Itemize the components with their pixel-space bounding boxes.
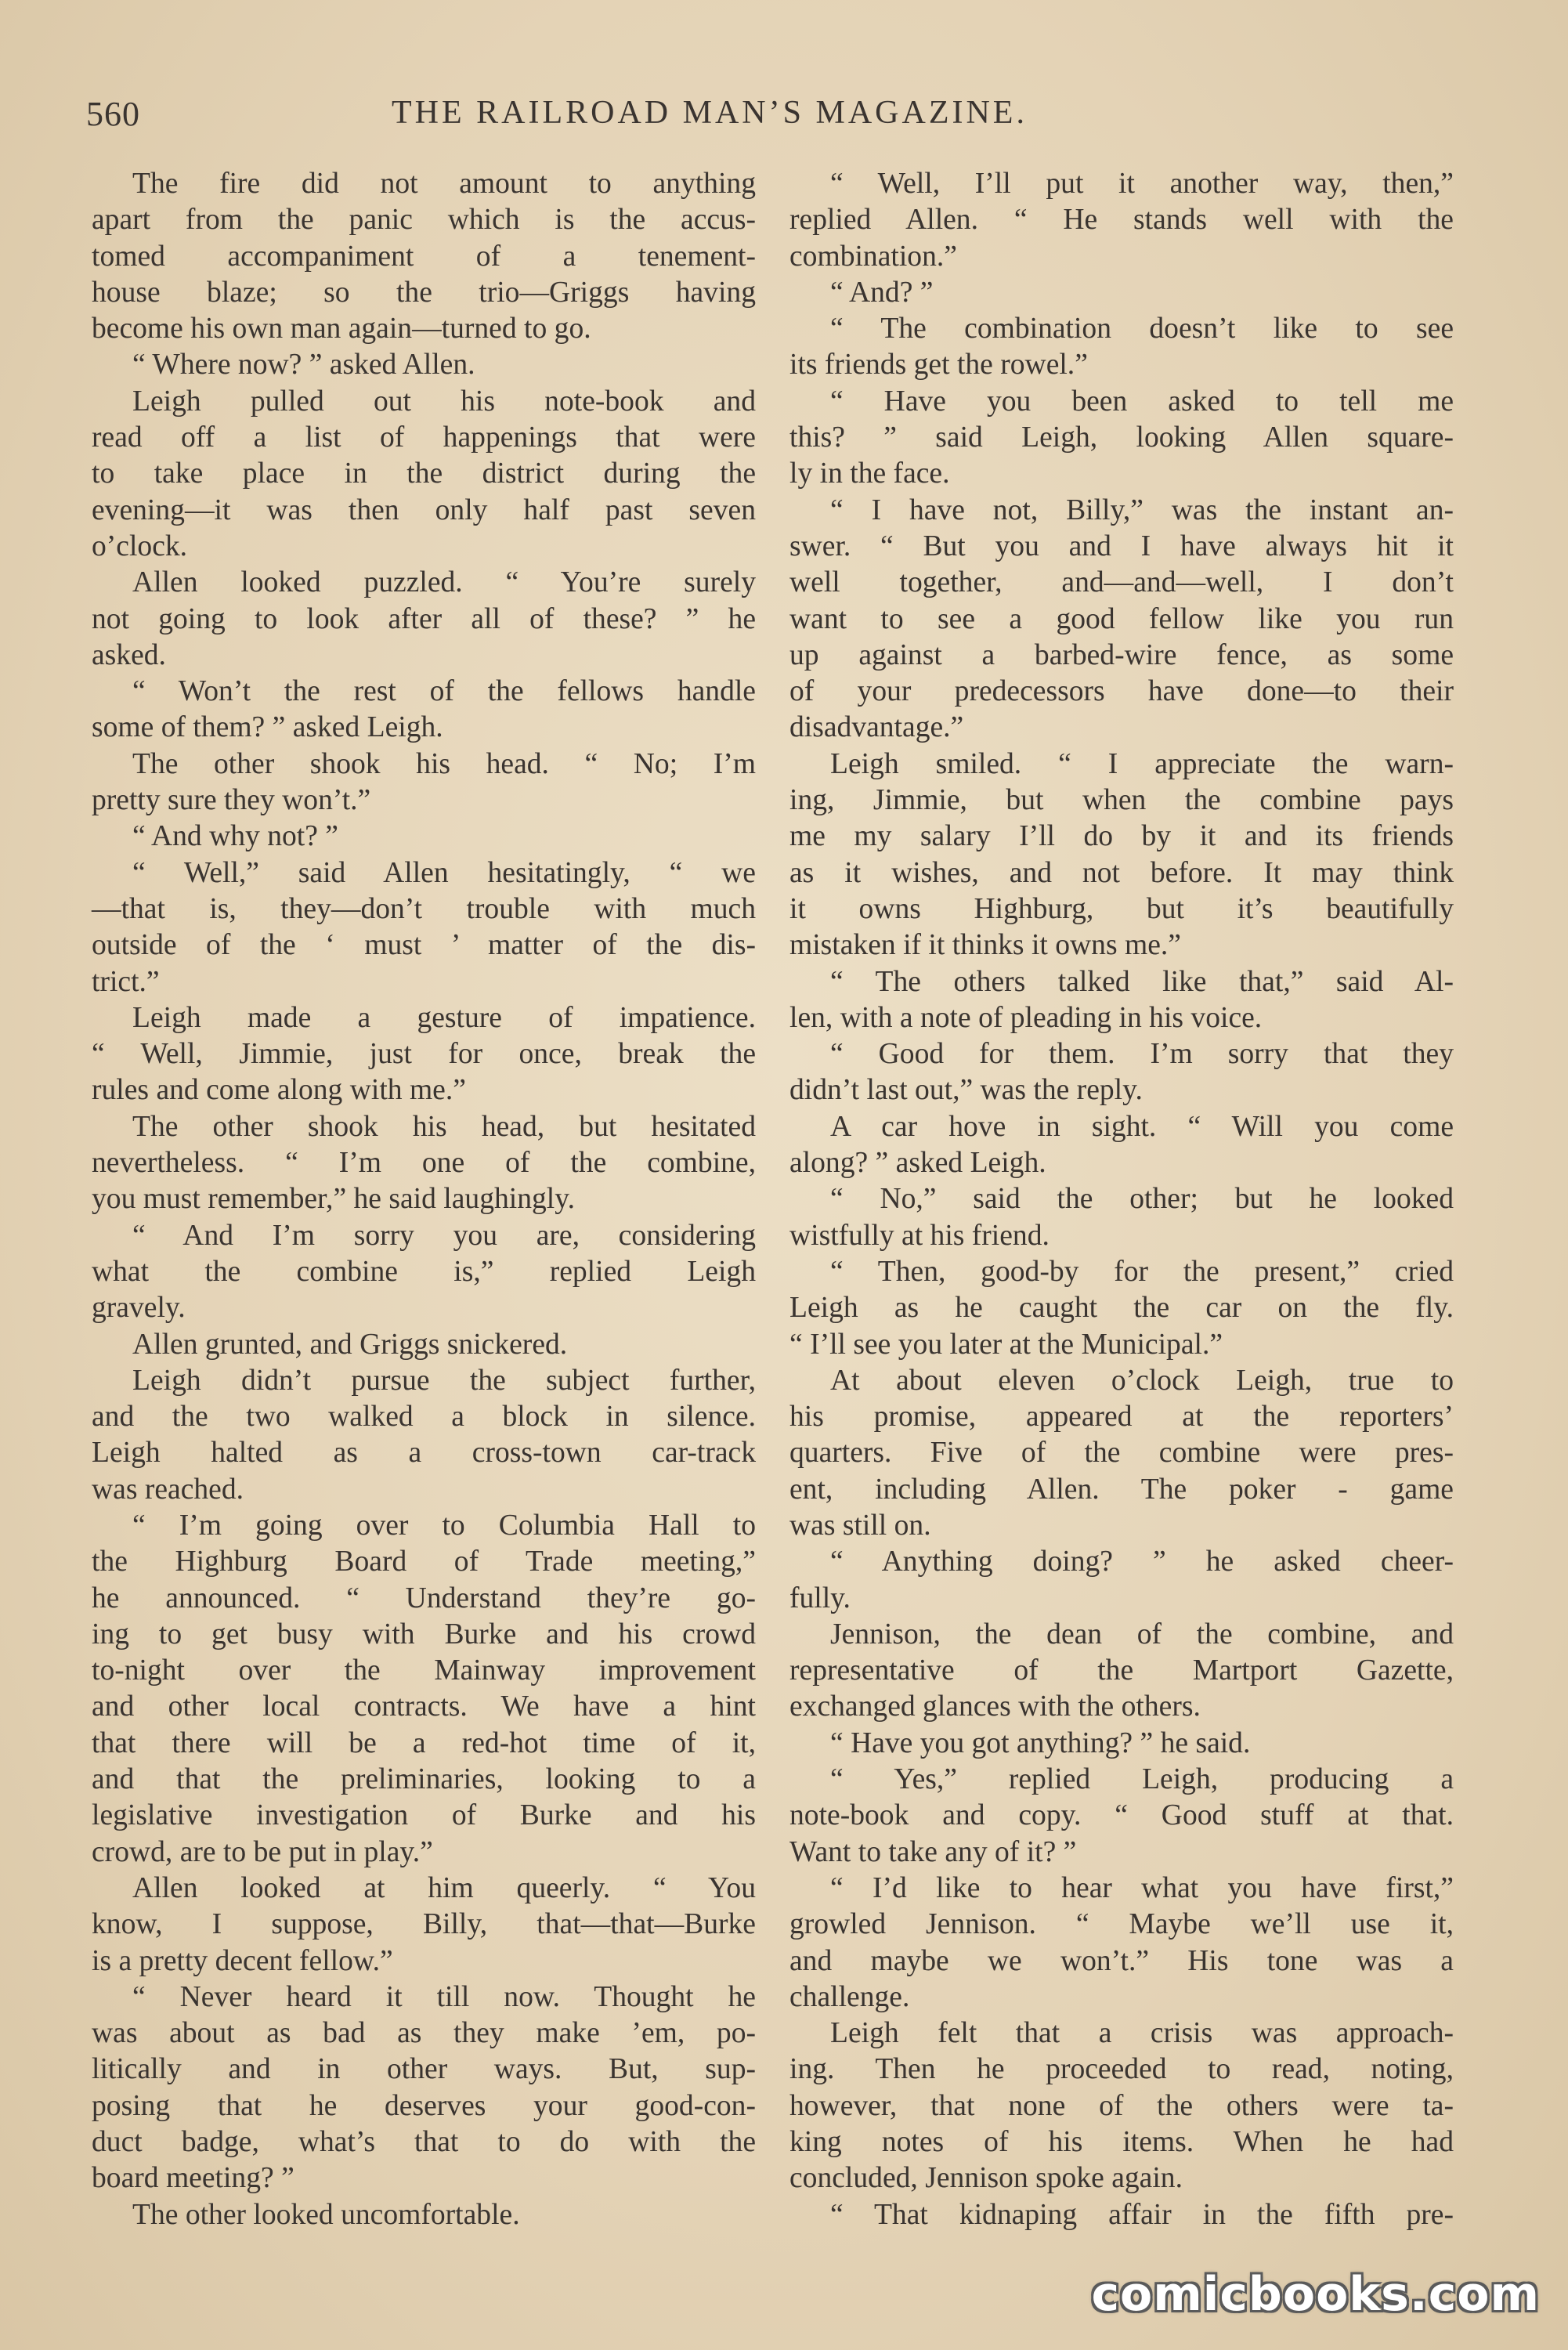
text-line: to take place in the district during the	[92, 457, 756, 490]
text-line: his promise, appeared at the reporters’	[789, 1401, 1454, 1434]
text-line: of your predecessors have done—to their	[789, 675, 1454, 708]
text-line: up against a barbed-wire fence, as some	[789, 638, 1454, 671]
text-line: its friends get the rowel.”	[789, 349, 1088, 381]
text-line: become his own man again—turned to go.	[92, 313, 591, 345]
text-line: “ Yes,” replied Leigh, producing a	[830, 1763, 1454, 1796]
text-line: it owns Highburg, but it’s beautifully	[789, 892, 1454, 925]
text-line: some of them? ” asked Leigh.	[92, 711, 443, 744]
text-line: “ I’ll see you later at the Municipal.”	[789, 1328, 1223, 1361]
text-line: to-night over the Mainway improvement	[92, 1654, 756, 1687]
text-line: and that the preliminaries, looking to a	[92, 1763, 756, 1796]
text-line: house blaze; so the trio—Griggs having	[92, 276, 756, 309]
text-line: The other looked uncomfortable.	[132, 2198, 520, 2231]
text-line: “ Have you got anything? ” he said.	[830, 1726, 1251, 1759]
text-line: nevertheless. “ I’m one of the combine,	[92, 1147, 756, 1180]
text-line: this? ” said Leigh, looking Allen square-	[789, 421, 1454, 454]
text-line: “ I’m going over to Columbia Hall to	[132, 1509, 756, 1542]
text-line: “ Well, Jimmie, just for once, break the	[92, 1038, 756, 1071]
text-line: “ That kidnaping affair in the fifth pre-	[830, 2198, 1454, 2231]
text-line: ent, including Allen. The poker - game	[789, 1473, 1454, 1506]
text-line: was about as bad as they make ’em, po-	[92, 2017, 756, 2050]
text-line: Allen looked puzzled. “ You’re surely	[132, 566, 756, 599]
text-line: well together, and—and—well, I don’t	[789, 566, 1454, 599]
text-line: and other local contracts. We have a hint	[92, 1690, 756, 1723]
text-line: as it wishes, and not before. It may think	[789, 856, 1454, 889]
text-line: read off a list of happenings that were	[92, 421, 756, 454]
text-line: duct badge, what’s that to do with the	[92, 2126, 756, 2159]
text-line: Allen looked at him queerly. “ You	[132, 1871, 756, 1904]
text-line: know, I suppose, Billy, that—that—Burke	[92, 1908, 756, 1941]
text-line: what the combine is,” replied Leigh	[92, 1255, 756, 1288]
text-line: —that is, they—don’t trouble with much	[92, 892, 756, 925]
text-line: not going to look after all of these? ” he	[92, 602, 756, 635]
text-line: the Highburg Board of Trade meeting,”	[92, 1546, 756, 1578]
text-line: “ Anything doing? ” he asked cheer-	[830, 1546, 1454, 1578]
text-line: tomed accompaniment of a tenement-	[92, 240, 756, 273]
text-line: combination.”	[789, 240, 957, 273]
text-line: The other shook his head. “ No; I’m	[132, 747, 756, 780]
text-line: is a pretty decent fellow.”	[92, 1944, 393, 1977]
text-line: o’clock.	[92, 530, 188, 562]
text-line: replied Allen. “ He stands well with the	[789, 204, 1454, 237]
text-line: A car hove in sight. “ Will you come	[830, 1110, 1454, 1143]
text-line: “ I have not, Billy,” was the instant an-	[830, 494, 1454, 526]
text-line: exchanged glances with the others.	[789, 1690, 1201, 1723]
text-line: ing. Then he proceeded to read, noting,	[789, 2053, 1454, 2086]
text-line: “ I’d like to hear what you have first,”	[830, 1871, 1454, 1904]
text-line: outside of the ‘ must ’ matter of the dis-	[92, 929, 756, 962]
text-line: “ And I’m sorry you are, considering	[132, 1219, 756, 1252]
text-line: “ Never heard it till now. Thought he	[132, 1980, 756, 2013]
left-column	[92, 166, 756, 2233]
text-line: “ And why not? ”	[132, 820, 338, 853]
text-line: note-book and copy. “ Good stuff at that.	[789, 1799, 1454, 1832]
text-line: didn’t last out,” was the reply.	[789, 1074, 1143, 1107]
text-line: was reached.	[92, 1473, 244, 1506]
text-line: asked.	[92, 638, 166, 671]
text-line: board meeting? ”	[92, 2162, 294, 2195]
text-line: was still on.	[789, 1509, 931, 1542]
text-line: “ Won’t the rest of the fellows handle	[132, 675, 756, 708]
text-line: The other shook his head, but hesitated	[132, 1110, 756, 1143]
text-line: “ No,” said the other; but he looked	[830, 1183, 1454, 1216]
text-line: gravely.	[92, 1292, 186, 1325]
text-line: trict.”	[92, 965, 160, 998]
text-line: Allen grunted, and Griggs snickered.	[132, 1328, 568, 1361]
text-line: want to see a good fellow like you run	[789, 602, 1454, 635]
page-number: 560	[86, 95, 140, 133]
text-line: growled Jennison. “ Maybe we’ll use it,	[789, 1908, 1454, 1941]
text-line: however, that none of the others were ta-	[789, 2089, 1454, 2122]
text-line: Leigh as he caught the car on the fly.	[789, 1292, 1454, 1325]
text-line: quarters. Five of the combine were pres-	[789, 1437, 1454, 1470]
text-line: fully.	[789, 1582, 851, 1614]
text-line: “ Well, I’ll put it another way, then,”	[830, 168, 1454, 200]
text-line: “ Then, good-by for the present,” cried	[830, 1255, 1454, 1288]
text-line: and maybe we won’t.” His tone was a	[789, 1944, 1454, 1977]
text-line: concluded, Jennison spoke again.	[789, 2162, 1183, 2195]
text-line: “ Have you been asked to tell me	[830, 385, 1454, 418]
text-line: ing to get busy with Burke and his crowd	[92, 1618, 756, 1650]
text-line: posing that he deserves your good-con-	[92, 2089, 756, 2122]
watermark: comicbooks.com	[1091, 2267, 1540, 2322]
text-line: The fire did not amount to anything	[132, 168, 756, 200]
text-line: litically and in other ways. But, sup-	[92, 2053, 756, 2086]
text-line: Want to take any of it? ”	[789, 1835, 1077, 1868]
text-line: apart from the panic which is the accus-	[92, 204, 756, 237]
text-line: king notes of his items. When he had	[789, 2126, 1454, 2159]
text-line: along? ” asked Leigh.	[789, 1147, 1046, 1180]
right-column	[789, 166, 1454, 2233]
text-line: mistaken if it thinks it owns me.”	[789, 929, 1181, 962]
text-line: len, with a note of pleading in his voice.	[789, 1001, 1263, 1034]
text-line: “ And? ”	[830, 276, 934, 309]
text-line: ing, Jimmie, but when the combine pays	[789, 784, 1454, 817]
text-line: challenge.	[789, 1980, 910, 2013]
text-line: crowd, are to be put in play.”	[92, 1835, 433, 1868]
text-line: legislative investigation of Burke and his	[92, 1799, 756, 1832]
text-line: he announced. “ Understand they’re go-	[92, 1582, 756, 1614]
page-header	[86, 94, 1465, 141]
text-line: me my salary I’ll do by it and its friends	[789, 820, 1454, 853]
text-line: Leigh pulled out his note-book and	[132, 385, 756, 418]
text-line: Leigh felt that a crisis was approach-	[830, 2017, 1454, 2050]
text-line: and the two walked a block in silence.	[92, 1401, 756, 1434]
text-line: you must remember,” he said laughingly.	[92, 1183, 575, 1216]
text-line: Leigh made a gesture of impatience.	[132, 1001, 756, 1034]
text-line: “ The others talked like that,” said Al-	[830, 965, 1454, 998]
text-line: evening—it was then only half past seven	[92, 494, 756, 526]
text-line: swer. “ But you and I have always hit it	[789, 530, 1454, 562]
text-line: Leigh smiled. “ I appreciate the warn-	[830, 747, 1454, 780]
running-head: THE RAILROAD MAN’S MAGAZINE.	[392, 95, 1028, 131]
text-line: “ Good for them. I’m sorry that they	[830, 1038, 1454, 1071]
text-line: “ The combination doesn’t like to see	[830, 313, 1454, 345]
text-line: ly in the face.	[789, 457, 950, 490]
text-line: At about eleven o’clock Leigh, true to	[830, 1364, 1454, 1397]
text-line: disadvantage.”	[789, 711, 964, 744]
text-line: pretty sure they won’t.”	[92, 784, 371, 817]
text-line: “ Well,” said Allen hesitatingly, “ we	[132, 856, 756, 889]
text-line: Leigh didn’t pursue the subject further,	[132, 1364, 756, 1397]
text-line: wistfully at his friend.	[789, 1219, 1050, 1252]
text-line: representative of the Martport Gazette,	[789, 1654, 1454, 1687]
text-line: rules and come along with me.”	[92, 1074, 466, 1107]
text-line: Leigh halted as a cross-town car-track	[92, 1437, 756, 1470]
text-line: Jennison, the dean of the combine, and	[830, 1618, 1454, 1650]
text-line: that there will be a red-hot time of it,	[92, 1726, 756, 1759]
text-line: “ Where now? ” asked Allen.	[132, 349, 475, 381]
